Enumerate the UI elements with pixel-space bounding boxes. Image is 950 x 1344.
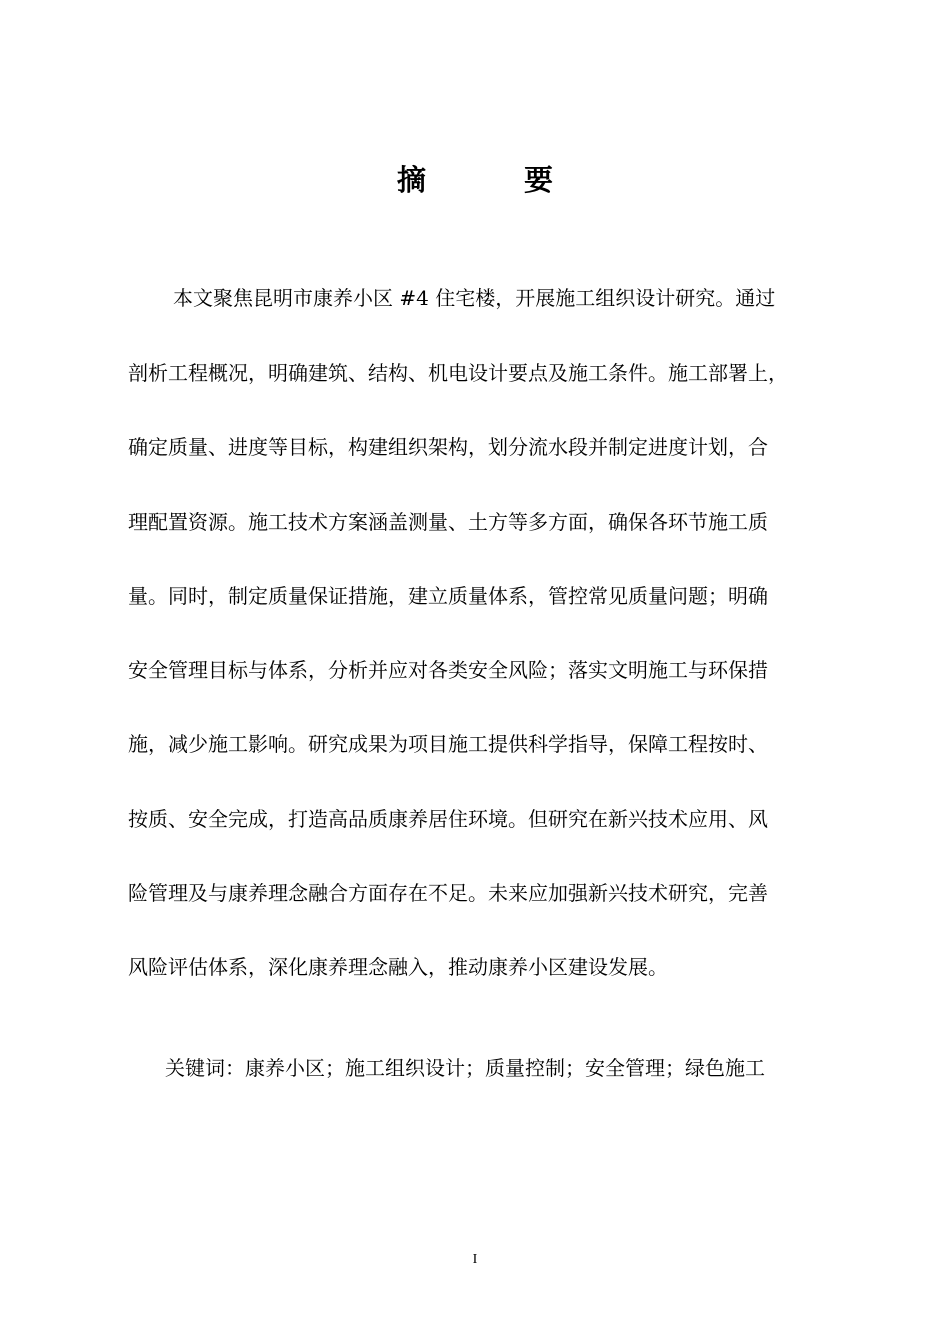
abstract-line-text: 风险评估体系，深化康养理念融入，推动康养小区建设发展。 [128, 955, 668, 979]
abstract-line-8 [0, 799, 950, 839]
abstract-line-1 [0, 278, 950, 318]
abstract-line-7 [0, 724, 950, 764]
page-number: I [472, 1252, 478, 1267]
keywords [165, 1048, 765, 1088]
keywords-text: 康养小区；施工组织设计；质量控制；安全管理；绿色施工 [245, 1056, 765, 1080]
abstract-line-10 [0, 947, 950, 987]
abstract-line-text: 险管理及与康养理念融合方面存在不足。未来应加强新兴技术研究，完善 [128, 881, 768, 905]
abstract-line-text: 本文聚焦昆明市康养小区 #4 住宅楼，开展施工组织设计研究。通过 [173, 286, 776, 310]
abstract-line-text: 施，减少施工影响。研究成果为项目施工提供科学指导，保障工程按时、 [128, 732, 768, 756]
page-title: 摘 要 [396, 163, 598, 197]
abstract-line-9 [0, 873, 950, 913]
abstract-line-4 [0, 502, 950, 542]
abstract-line-text: 确定质量、进度等目标，构建组织架构，划分流水段并制定进度计划，合 [128, 435, 768, 459]
abstract-line-text: 按质、安全完成，打造高品质康养居住环境。但研究在新兴技术应用、风 [128, 807, 768, 831]
abstract-line-5 [0, 576, 950, 616]
abstract-line-6 [0, 650, 950, 690]
abstract-line-text: 剖析工程概况，明确建筑、结构、机电设计要点及施工条件。施工部署上， [128, 361, 788, 385]
keywords-label: 关键词： [165, 1056, 245, 1080]
abstract-line-text: 量。同时，制定质量保证措施，建立质量体系，管控常见质量问题；明确 [128, 584, 768, 608]
abstract-line-2 [0, 353, 950, 393]
abstract-line-text: 理配置资源。施工技术方案涵盖测量、土方等多方面，确保各环节施工质 [128, 510, 768, 534]
abstract-line-text: 安全管理目标与体系，分析并应对各类安全风险；落实文明施工与环保措 [128, 658, 768, 682]
abstract-line-3 [0, 427, 950, 467]
